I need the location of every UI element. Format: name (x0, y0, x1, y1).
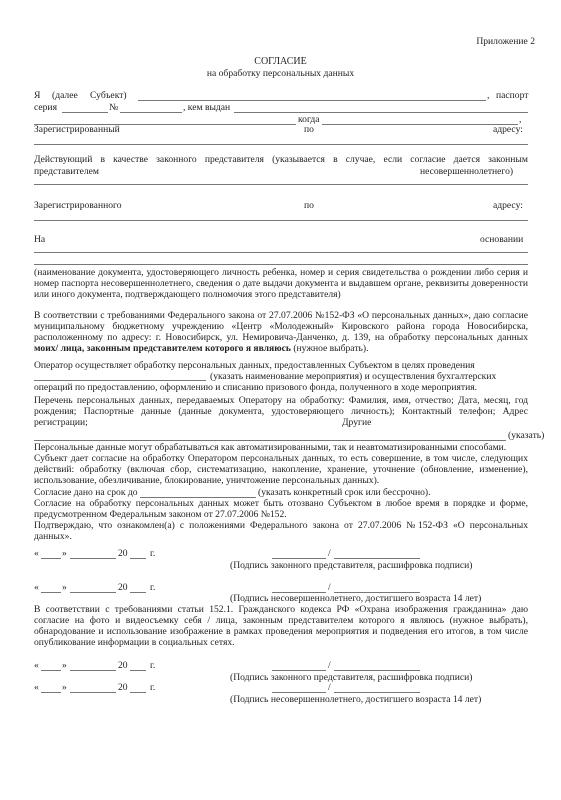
rep-address-field[interactable] (34, 220, 528, 221)
paragraph-basis: В соответствии с требованиями Федерального закона от 27.07.2006 №152-ФЗ «О персональных данных», даю согласие муниципальному бюджетному учреждению «Центр «Молодежный» Кировского района города Новосибирска, расположенному по адресу: г. Новосибирск, ул. Немировича-Данченко, д. 139, на обработку персональных данных моих/ лица, законным представителем которого я являюсь (нужное выбрать). (34, 310, 528, 354)
sign4-signature-field[interactable] (272, 692, 326, 693)
nomer-label: № (109, 102, 119, 113)
document-subtitle: на обработку персональных данных (206, 68, 355, 79)
comma: , (487, 90, 490, 101)
subject-address-field[interactable] (34, 144, 528, 145)
passport-date-field[interactable] (322, 124, 518, 125)
date-close-quote: » (62, 660, 67, 671)
registered-label: Зарегистрированный (34, 124, 120, 135)
sign1-day-field[interactable] (41, 558, 61, 559)
sign2-month-field[interactable] (70, 592, 116, 593)
passport-label: паспорт (496, 90, 529, 101)
sign4-year-field[interactable] (130, 692, 146, 693)
paragraph-operator: Оператор осуществляет обработку персональных данных, предоставленных Субъектом в целях проведения (34, 360, 475, 371)
date-close-quote: » (62, 682, 67, 693)
rep-sign-caption: (Подпись законного представителя, расшифровка подписи) (230, 560, 473, 571)
paragraph-photo-consent: В соответствии с требованиями статьи 152.1. Гражданского кодекса РФ «Охрана изображения гражданина» даю согласие на фото и видеосъемку себя / лица, законным представителем которого я являюсь (нужное выбрать), обнародование и использование изображение в рамках проведения мероприятия и подведения его итогов, в том числе опубликование информации в социальных сетях. (34, 604, 528, 648)
sign1-name-field[interactable] (334, 558, 420, 559)
other-hint: (указать) (508, 430, 545, 441)
rep-adresu-label: адресу: (493, 200, 523, 211)
date-open-quote: « (34, 682, 39, 693)
rep-po-label: по (304, 200, 314, 211)
slash: / (328, 682, 331, 693)
minor-sign-caption: (Подпись несовершеннолетнего, достигшего возраста 14 лет) (230, 593, 482, 604)
term-hint: (указать конкретный срок или бессрочно). (258, 487, 431, 498)
year-suffix: г. (150, 682, 156, 693)
paragraph-actions: Субъект дает согласие на обработку Оператором персональных данных, то есть совершение, в том числе, следующих действий: обработку (включая сбор, систематизацию, накопление, хранение, уточнение (обновление, изменение), использование, обезличивание, блокирование, уничтожение персональных данных). (34, 453, 528, 486)
rep-registered-label: Зарегистрированного (34, 200, 122, 211)
date-close-quote: » (62, 582, 67, 593)
ya-label: Я (34, 90, 41, 101)
paragraph-revoke: Согласие на обработку персональных данных может быть отозвано Субъектом в любое время в порядке и форме, предусмотренном Федеральным законом от 27.07.2006 №152. (34, 498, 528, 520)
slash: / (328, 548, 331, 559)
rep-document-note: (наименование документа, удостоверяющего личность ребенка, номер и серия свидетельства о рождении либо серия и номер паспорта несовершеннолетнего, сведения о дате выдачи документа и выдавшем органе, реквизиты доверенности или иного документа, подтверждающего полномочия этого представителя) (34, 267, 528, 300)
kogda-label: когда (298, 114, 320, 125)
vydan-label: , кем выдан (183, 102, 231, 113)
sign4-day-field[interactable] (41, 692, 61, 693)
other-data-field[interactable] (34, 440, 506, 441)
dalee-label: (далее (52, 90, 78, 101)
sign3-year-field[interactable] (130, 670, 146, 671)
po-label: по (304, 124, 314, 135)
passport-series-field[interactable] (62, 112, 108, 113)
appendix-label: Приложение 2 (476, 36, 535, 47)
minor-label: несовершеннолетнего) (420, 166, 514, 177)
sign4-name-field[interactable] (334, 692, 420, 693)
subekt-label: Субъект) (90, 90, 127, 101)
slash: / (328, 660, 331, 671)
date-open-quote: « (34, 548, 39, 559)
year-prefix: 20 (118, 682, 128, 693)
event-name-field[interactable] (34, 380, 206, 381)
rep-sign-caption: (Подпись законного представителя, расшифровка подписи) (230, 672, 473, 683)
operator-operations: операций по предоставлению, оформлению и списанию призового фонда, полученного в ходе мероприятия. (34, 382, 478, 393)
osnovanii-label: основании (480, 234, 524, 245)
sign3-signature-field[interactable] (272, 670, 326, 671)
sign1-year-field[interactable] (130, 558, 146, 559)
rep-basis-field-2[interactable] (34, 264, 528, 265)
paragraph-acknowledge: Подтверждаю, что ознакомлен(а) с положениями Федерального закона от 27.07.2006 №152-ФЗ «О персональных данных». (34, 520, 528, 542)
sign1-signature-field[interactable] (272, 558, 326, 559)
year-suffix: г. (150, 548, 156, 559)
rep-intro-line: Действующий в качестве законного представителя (указывается в случае, если согласие дается законным (34, 154, 528, 165)
year-prefix: 20 (118, 660, 128, 671)
minor-sign-caption: (Подпись несовершеннолетнего, достигшего возраста 14 лет) (230, 694, 482, 705)
year-suffix: г. (150, 660, 156, 671)
other-label: Другие (342, 417, 372, 428)
comma-2: , (519, 114, 522, 125)
year-prefix: 20 (118, 548, 128, 559)
adresu-label: адресу: (493, 124, 523, 135)
sign3-name-field[interactable] (334, 670, 420, 671)
rep-basis-field[interactable] (34, 252, 528, 253)
sign2-day-field[interactable] (41, 592, 61, 593)
document-title: СОГЛАСИЕ (254, 56, 307, 67)
date-close-quote: » (62, 548, 67, 559)
rep-name-field[interactable] (34, 184, 528, 185)
term-label: Согласие дано на срок до (34, 487, 138, 498)
passport-number-field[interactable] (120, 112, 182, 113)
sign2-year-field[interactable] (130, 592, 146, 593)
subject-name-field[interactable] (138, 100, 486, 101)
date-open-quote: « (34, 660, 39, 671)
event-name-hint: (указать наименование мероприятия) и осуществления бухгалтерских (210, 371, 497, 382)
date-open-quote: « (34, 582, 39, 593)
year-suffix: г. (150, 582, 156, 593)
year-prefix: 20 (118, 582, 128, 593)
sign3-month-field[interactable] (70, 670, 116, 671)
paragraph-processing: Персональные данные могут обрабатываться как автоматизированными, так и неавтоматизированными способами. (34, 442, 507, 453)
paragraph-data-list: Перечень персональных данных, передаваемых Оператору на обработку: Фамилия, имя, отчество; Дата, месяц, год рождения; Паспортные данные (данные документа, удостоверяющего личность); Контактный телефон; Адрес регистрации; (34, 395, 528, 428)
slash: / (328, 582, 331, 593)
sign1-month-field[interactable] (70, 558, 116, 559)
rep-label: представителем (34, 166, 100, 177)
sign3-day-field[interactable] (41, 670, 61, 671)
seriya-label: серия (34, 102, 57, 113)
sign4-month-field[interactable] (70, 692, 116, 693)
na-label: На (34, 234, 46, 245)
passport-issued-by-field[interactable] (234, 112, 528, 113)
